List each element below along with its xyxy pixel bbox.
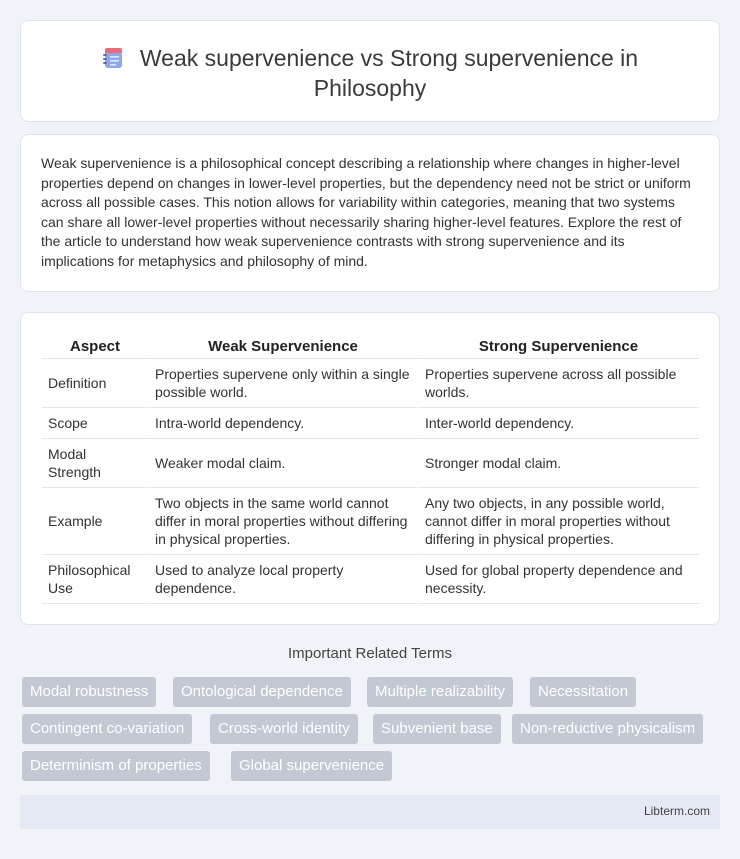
footer [20, 795, 720, 829]
term-chip[interactable]: Cross-world identity [210, 714, 358, 744]
notebook-icon [102, 45, 124, 69]
row-aspect: Modal Strength [42, 439, 148, 488]
header-weak: Weak Supervenience [148, 333, 416, 359]
row-weak: Two objects in the same world cannot differ in moral properties without differing in physical properties. [148, 488, 416, 555]
term-chip[interactable]: Multiple realizability [367, 677, 513, 707]
header-card [20, 20, 720, 122]
row-aspect: Definition [42, 359, 148, 408]
row-strong: Inter-world dependency. [416, 408, 699, 439]
row-strong: Properties supervene across all possible worlds. [416, 359, 699, 408]
comparison-table [42, 333, 699, 604]
term-chip[interactable]: Necessitation [530, 677, 636, 707]
term-chip[interactable]: Non-reductive physicalism [512, 714, 703, 744]
intro-paragraph: Weak supervenience is a philosophical concept describing a relationship where changes in higher-level properties depend on changes in lower-level properties, but the dependency need not be strict or uniform across all possible cases. This notion allows for variability within categories, meaning that two systems can share all lower-level properties without necessarily sharing higher-level features. Explore the rest of the article to understand how weak supervenience contrasts with strong supervenience and its implications for metaphysics and philosophy of mind. [41, 155, 691, 269]
term-chip[interactable]: Contingent co-variation [22, 714, 192, 744]
related-terms-title: Important Related Terms [288, 645, 452, 662]
header-aspect: Aspect [42, 333, 148, 359]
row-weak: Properties supervene only within a single possible world. [148, 359, 416, 408]
comparison-card [20, 312, 720, 625]
table-row [42, 555, 699, 604]
term-chip[interactable]: Determinism of properties [22, 751, 210, 781]
intro-card [20, 134, 720, 292]
term-chip[interactable]: Global supervenience [231, 751, 392, 781]
row-weak: Intra-world dependency. [148, 408, 416, 439]
page-title-wrap [81, 43, 659, 103]
row-strong: Used for global property dependence and necessity. [416, 555, 699, 604]
row-strong: Stronger modal claim. [416, 439, 699, 488]
term-chip[interactable]: Modal robustness [22, 677, 156, 707]
header-strong: Strong Supervenience [416, 333, 699, 359]
row-aspect: Scope [42, 408, 148, 439]
term-chip[interactable]: Subvenient base [373, 714, 501, 744]
table-row [42, 359, 699, 408]
table-row [42, 488, 699, 555]
table-row [42, 439, 699, 488]
table-header-row [42, 333, 699, 359]
table-row [42, 408, 699, 439]
row-aspect: Example [42, 488, 148, 555]
page-title: Weak supervenience vs Strong supervenience in Philosophy [139, 45, 639, 101]
row-weak: Used to analyze local property dependence. [148, 555, 416, 604]
term-chip[interactable]: Ontological dependence [173, 677, 351, 707]
row-weak: Weaker modal claim. [148, 439, 416, 488]
row-strong: Any two objects, in any possible world, cannot differ in moral properties without differing in physical properties. [416, 488, 699, 555]
footer-brand[interactable]: Libterm.com [643, 804, 710, 818]
row-aspect: Philosophical Use [42, 555, 148, 604]
